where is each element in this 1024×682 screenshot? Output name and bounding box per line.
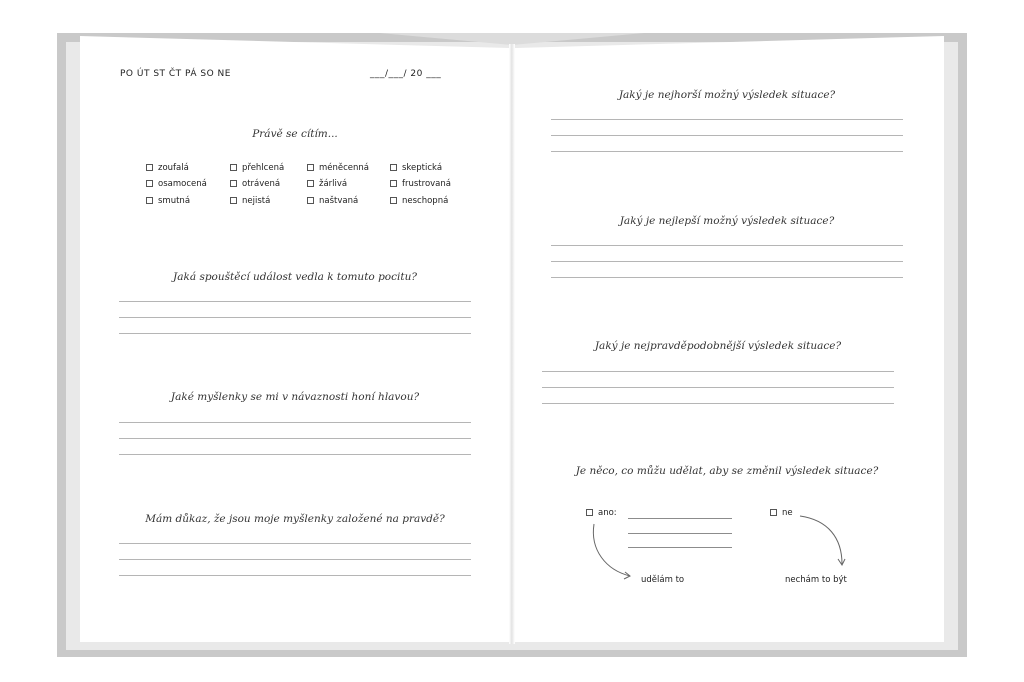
checkbox-feeling[interactable] [307, 197, 314, 204]
feeling-option: zoufalá [158, 163, 189, 173]
checkbox-feeling[interactable] [146, 164, 153, 171]
feeling-option: otrávená [242, 179, 281, 189]
feeling-option: nejistá [242, 196, 271, 206]
answer-line[interactable] [119, 543, 471, 544]
question-trigger-event: Jaká spouštěcí událost vedla k tomuto pocitu? [173, 271, 417, 283]
answer-line[interactable] [119, 454, 471, 455]
checkbox-feeling[interactable] [230, 164, 237, 171]
checkbox-feeling[interactable] [390, 164, 397, 171]
feeling-option: méněcenná [319, 163, 370, 173]
checkbox-feeling[interactable] [146, 197, 153, 204]
answer-line[interactable] [551, 135, 903, 136]
answer-line[interactable] [542, 371, 894, 372]
weekday-row: PO ÚT ST ČT PÁ SO NE [120, 69, 231, 79]
answer-line[interactable] [542, 387, 894, 388]
feeling-option: frustrovaná [402, 179, 451, 189]
yes-result: udělám to [641, 575, 685, 585]
book-spine [509, 44, 515, 644]
checkbox-feeling[interactable] [390, 197, 397, 204]
answer-line[interactable] [542, 403, 894, 404]
answer-line[interactable] [119, 559, 471, 560]
checkbox-feeling[interactable] [230, 197, 237, 204]
checkbox-feeling[interactable] [307, 180, 314, 187]
left-page [80, 36, 512, 642]
answer-line[interactable] [551, 277, 903, 278]
checkbox-feeling[interactable] [146, 180, 153, 187]
answer-line[interactable] [551, 119, 903, 120]
decision-arrows [580, 512, 860, 582]
feeling-option: skeptická [402, 163, 443, 173]
answer-line[interactable] [119, 575, 471, 576]
no-result: nechám to být [785, 575, 847, 585]
feeling-option: žárlivá [319, 179, 348, 189]
date-field[interactable]: ___/___/ 20 ___ [370, 69, 442, 79]
answer-line[interactable] [119, 422, 471, 423]
question-best-outcome: Jaký je nejlepší možný výsledek situace? [619, 215, 835, 227]
answer-line[interactable] [119, 333, 471, 334]
feeling-heading: Právě se cítím... [252, 128, 338, 140]
checkbox-feeling[interactable] [390, 180, 397, 187]
answer-line[interactable] [551, 245, 903, 246]
feeling-option: smutná [158, 196, 191, 206]
answer-line[interactable] [551, 261, 903, 262]
answer-line[interactable] [551, 151, 903, 152]
answer-line[interactable] [119, 301, 471, 302]
yes-arrow [593, 524, 630, 576]
checkbox-feeling[interactable] [307, 164, 314, 171]
answer-line[interactable] [119, 317, 471, 318]
yes-label: ano: [598, 508, 617, 518]
question-thoughts: Jaké myšlenky se mi v návaznosti honí hlavou? [170, 391, 420, 403]
no-arrow [800, 516, 842, 564]
feeling-option: naštvaná [319, 196, 359, 206]
checkbox-feeling[interactable] [230, 180, 237, 187]
question-evidence: Mám důkaz, že jsou moje myšlenky založené na pravdě? [145, 513, 445, 525]
feeling-option: neschopná [402, 196, 449, 206]
question-worst-outcome: Jaký je nejhorší možný výsledek situace? [618, 89, 836, 101]
answer-line[interactable] [119, 438, 471, 439]
question-can-change: Je něco, co můžu udělat, aby se změnil výsledek situace? [575, 465, 879, 477]
question-likely-outcome: Jaký je nejpravděpodobnější výsledek situace? [594, 340, 842, 352]
feeling-option: osamocená [158, 179, 207, 189]
feeling-option: přehlcená [242, 163, 285, 173]
no-label: ne [782, 508, 793, 518]
